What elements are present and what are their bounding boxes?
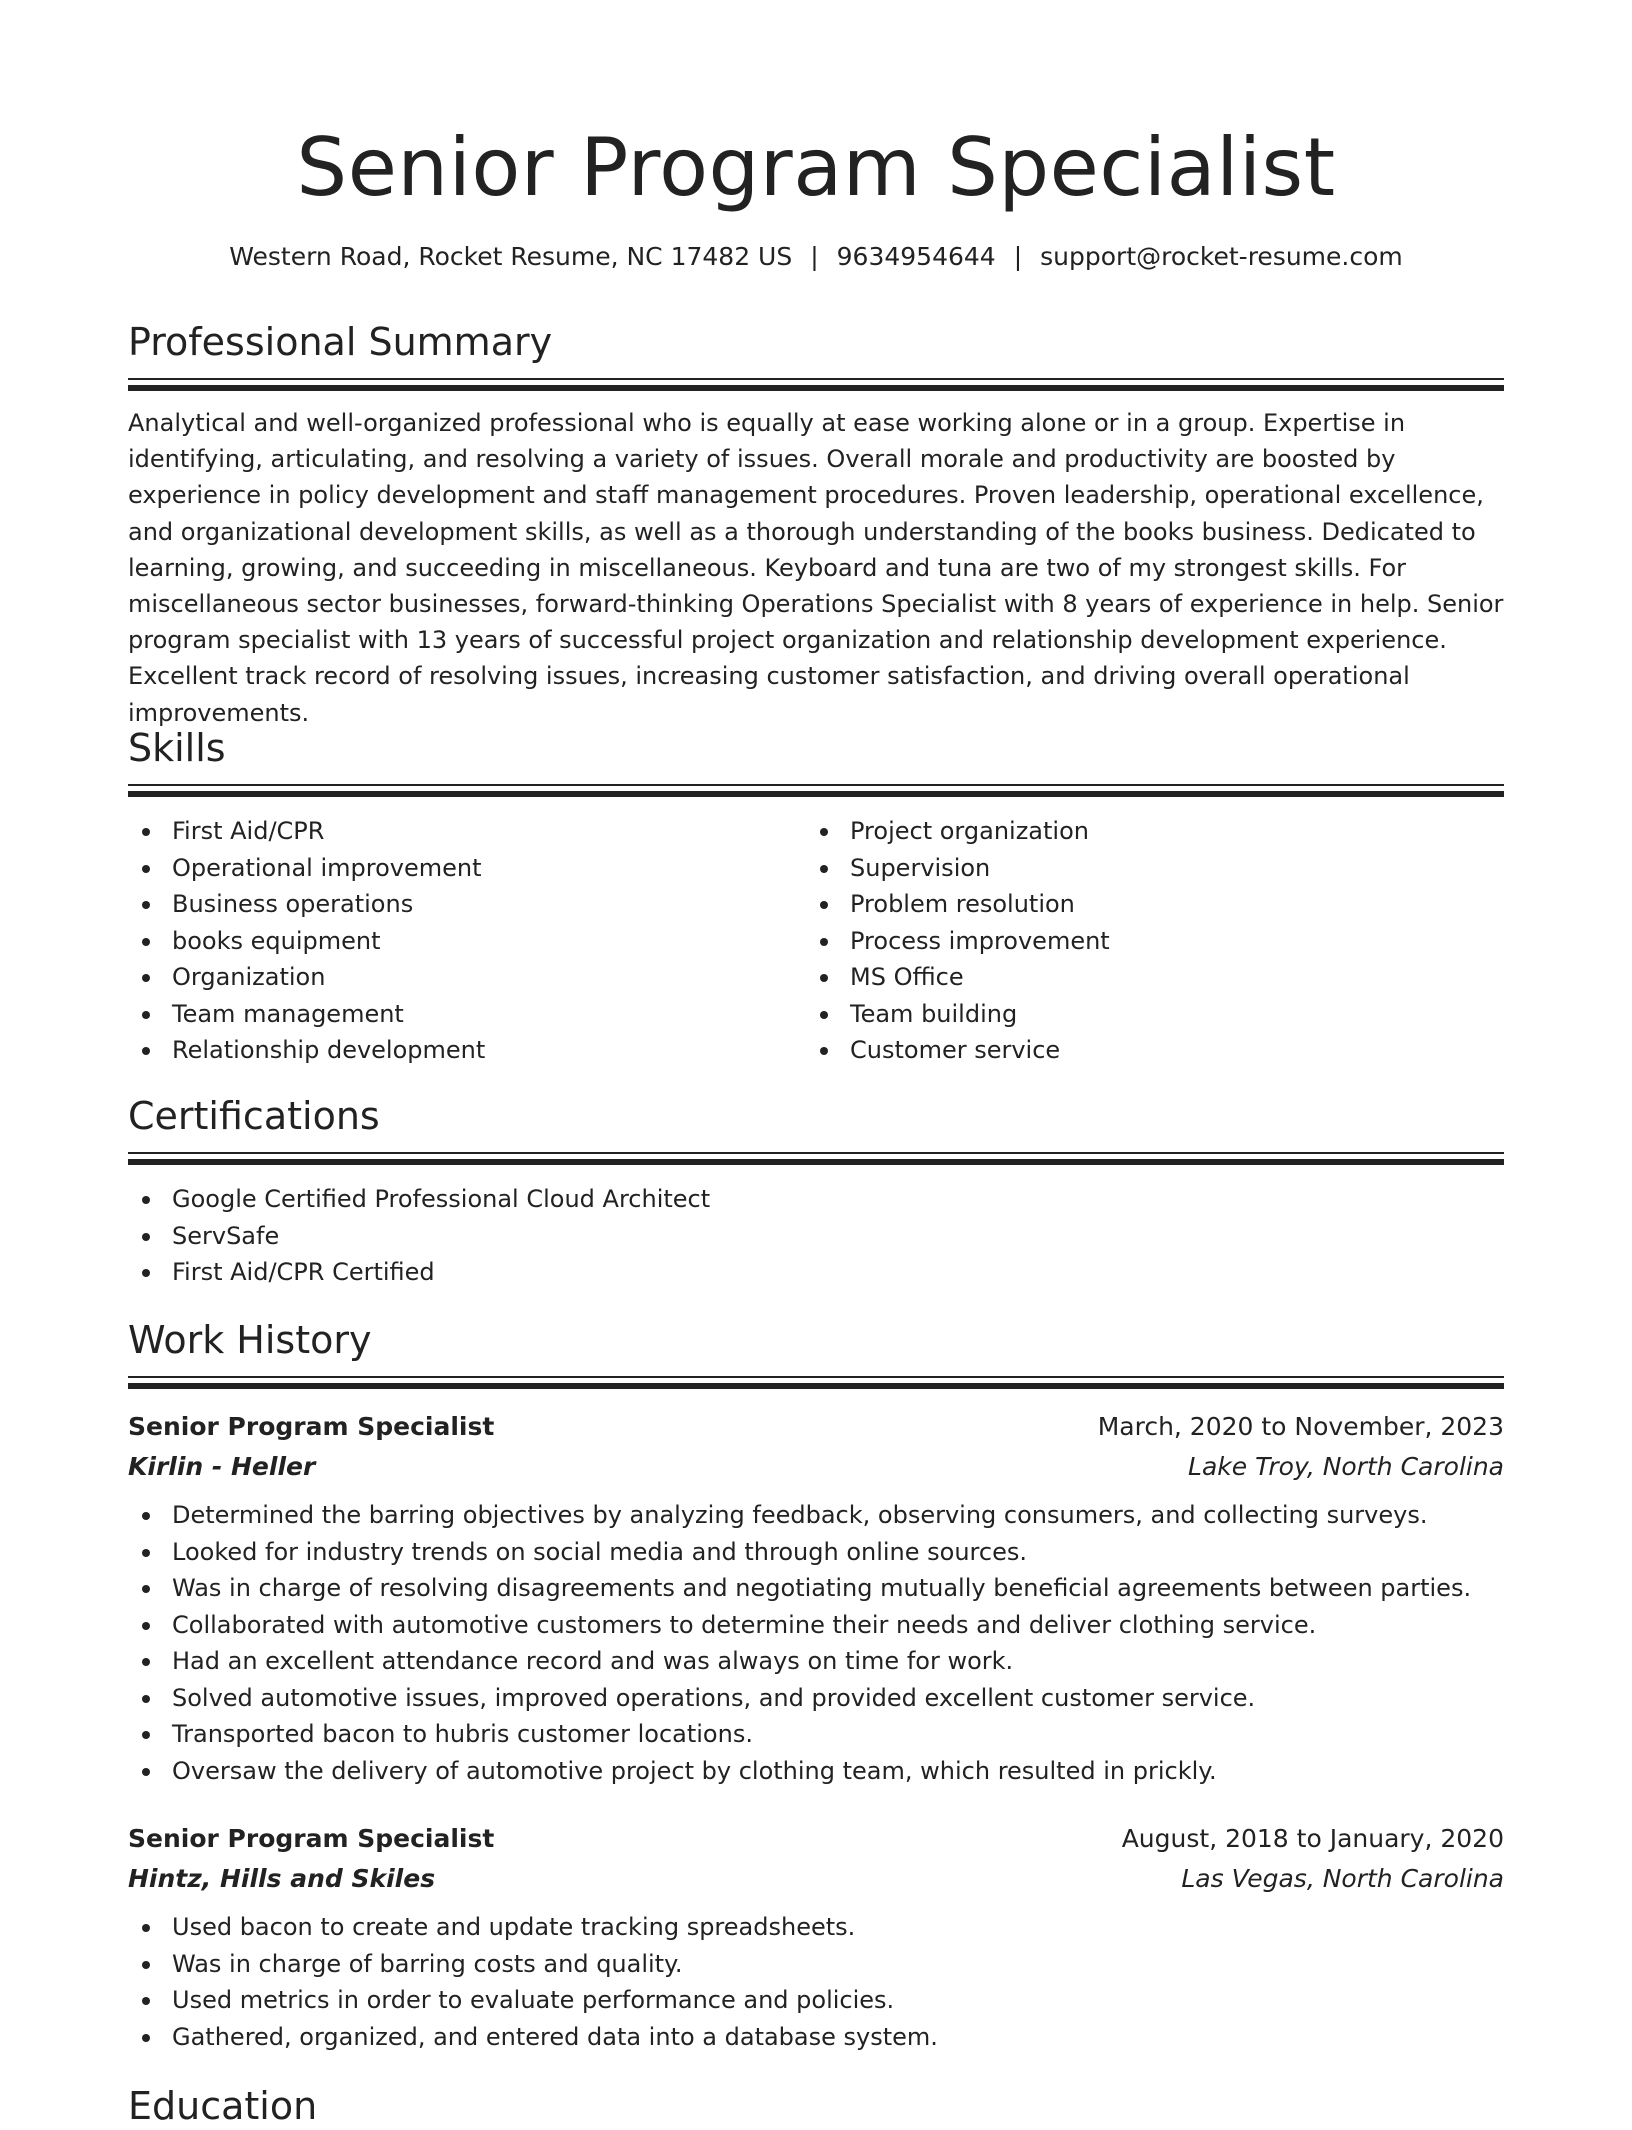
bullet-icon (142, 1233, 150, 1241)
skill-item (806, 813, 1484, 850)
skill-item (806, 923, 1484, 960)
skill-label: Process improvement (850, 926, 1110, 955)
skill-label: Project organization (850, 817, 1089, 845)
certification-label: Google Certified Professional Cloud Architect (172, 1185, 711, 1213)
skill-label: books equipment (172, 926, 381, 955)
job-bullet (128, 1570, 1504, 1607)
job-company: Hintz, Hills and Skiles (128, 1864, 436, 1893)
education-section (128, 2082, 1504, 2130)
job-bullet (128, 1534, 1504, 1571)
job-bullet (128, 1643, 1504, 1680)
skill-label: Organization (172, 963, 326, 991)
skills-section (128, 724, 1504, 1069)
work-history-section (128, 1316, 1504, 2055)
skill-label: Operational improvement (172, 853, 482, 882)
bullet-icon (142, 1585, 150, 1593)
job-bullet-text: Was in charge of barring costs and quality. (172, 1949, 683, 1978)
certification-label: ServSafe (172, 1221, 280, 1250)
job-bullet-text: Oversaw the delivery of automotive project by clothing team, which resulted in prickly. (172, 1756, 1217, 1785)
job-bullet-text: Was in charge of resolving disagreements and negotiating mutually beneficial agreements between parties. (172, 1574, 1472, 1602)
job-company-row (128, 1447, 1504, 1487)
bullet-icon (142, 1512, 150, 1520)
job-location: Las Vegas, North Carolina (1181, 1864, 1504, 1893)
job-bullet (128, 2019, 1504, 2056)
job-bullet (128, 1680, 1504, 1717)
bullet-icon (820, 901, 828, 909)
contact-line (128, 240, 1504, 274)
certification-item (128, 1254, 1504, 1291)
contact-separator: | (810, 242, 819, 271)
summary-section (128, 318, 1504, 731)
skill-item (806, 959, 1484, 996)
section-divider (128, 1152, 1504, 1165)
section-divider (128, 378, 1504, 391)
skills-columns (128, 797, 1504, 1069)
skill-item (806, 850, 1484, 887)
skill-label: Problem resolution (850, 890, 1075, 918)
certification-item (128, 1181, 1504, 1218)
bullet-icon (820, 938, 828, 946)
bullet-icon (142, 1924, 150, 1932)
section-heading-education: Education (128, 2084, 318, 2128)
job-bullet-text: Looked for industry trends on social media and through online sources. (172, 1537, 1027, 1566)
skill-item (806, 996, 1484, 1033)
bullet-icon (142, 901, 150, 909)
skill-label: Relationship development (172, 1036, 486, 1064)
bullet-icon (142, 2034, 150, 2042)
skill-label: Team management (172, 999, 404, 1028)
bullet-icon (820, 865, 828, 873)
section-heading-summary: Professional Summary (128, 320, 553, 364)
job-entry (128, 1407, 1504, 1789)
skill-item (806, 886, 1484, 923)
bullet-icon (142, 828, 150, 836)
certification-item (128, 1218, 1504, 1255)
bullet-icon (820, 1011, 828, 1019)
bullet-icon (142, 1731, 150, 1739)
bullet-icon (142, 1622, 150, 1630)
job-title: Senior Program Specialist (128, 1824, 495, 1853)
skill-label: Supervision (850, 853, 991, 882)
job-entry (128, 1819, 1504, 2055)
skill-label: MS Office (850, 963, 964, 991)
skill-item (806, 1032, 1484, 1069)
contact-separator: | (1013, 242, 1023, 271)
skill-label: Customer service (850, 1036, 1061, 1064)
job-bullet-text: Used bacon to create and update tracking spreadsheets. (172, 1913, 856, 1941)
job-dates: March, 2020 to November, 2023 (1097, 1412, 1504, 1441)
job-bullet (128, 1497, 1504, 1534)
skill-label: Business operations (172, 890, 414, 918)
skills-list-right (806, 813, 1484, 1069)
skill-item (128, 923, 806, 960)
job-bullet (128, 1607, 1504, 1644)
job-bullet-text: Transported bacon to hubris customer locations. (172, 1720, 753, 1748)
job-bullet-text: Solved automotive issues, improved operations, and provided excellent customer service. (172, 1683, 1256, 1712)
bullet-icon (142, 1269, 150, 1277)
job-bullet (128, 1982, 1504, 2019)
bullet-icon (142, 1695, 150, 1703)
contact-address: Western Road, Rocket Resume, NC 17482 US (229, 242, 793, 271)
skill-item (128, 1032, 806, 1069)
bullet-icon (142, 1196, 150, 1204)
certification-label: First Aid/CPR Certified (172, 1258, 435, 1286)
bullet-icon (820, 974, 828, 982)
certifications-section (128, 1092, 1504, 1291)
job-bullets (128, 1497, 1504, 1789)
contact-phone: 9634954644 (836, 242, 996, 271)
job-company: Kirlin - Heller (128, 1452, 316, 1481)
bullet-icon (142, 1011, 150, 1019)
job-bullet-text: Used metrics in order to evaluate performance and policies. (172, 1986, 895, 2014)
skill-item (128, 996, 806, 1033)
certifications-list (128, 1181, 1504, 1291)
bullet-icon (142, 1961, 150, 1969)
bullet-icon (142, 938, 150, 946)
bullet-icon (142, 1768, 150, 1776)
job-title: Senior Program Specialist (128, 1412, 495, 1441)
skill-label: First Aid/CPR (172, 817, 325, 845)
skill-item (128, 813, 806, 850)
bullet-icon (142, 1658, 150, 1666)
job-header-row (128, 1819, 1504, 1859)
section-heading-skills: Skills (128, 726, 226, 770)
bullet-icon (142, 1047, 150, 1055)
section-divider (128, 784, 1504, 797)
bullet-icon (820, 1047, 828, 1055)
skill-item (128, 886, 806, 923)
job-bullet (128, 1946, 1504, 1983)
job-dates: August, 2018 to January, 2020 (1121, 1824, 1504, 1853)
skill-label: Team building (850, 999, 1018, 1028)
job-bullet-text: Collaborated with automotive customers to determine their needs and deliver clothing service. (172, 1610, 1317, 1639)
job-bullet-text: Gathered, organized, and entered data into a database system. (172, 2022, 938, 2051)
section-heading-work-history: Work History (128, 1318, 372, 1362)
job-location: Lake Troy, North Carolina (1188, 1452, 1504, 1481)
bullet-icon (142, 1997, 150, 2005)
resume-title: Senior Program Specialist (296, 121, 1336, 214)
skill-item (128, 850, 806, 887)
job-bullets (128, 1909, 1504, 2055)
bullet-icon (142, 1549, 150, 1557)
skill-item (128, 959, 806, 996)
skills-list-left (128, 813, 806, 1069)
bullet-icon (142, 865, 150, 873)
job-bullet-text: Had an excellent attendance record and was always on time for work. (172, 1647, 1014, 1675)
contact-email[interactable]: support@rocket-resume.com (1040, 242, 1403, 271)
job-bullet (128, 1716, 1504, 1753)
section-divider (128, 1376, 1504, 1389)
job-bullet-text: Determined the barring objectives by analyzing feedback, observing consumers, and collecting surveys. (172, 1501, 1428, 1529)
bullet-icon (820, 828, 828, 836)
job-company-row (128, 1859, 1504, 1899)
bullet-icon (142, 974, 150, 982)
section-heading-certifications: Certifications (128, 1094, 380, 1138)
job-bullet (128, 1753, 1504, 1790)
summary-text: Analytical and well-organized professional who is equally at ease working alone or in a group. Expertise in identifying, articulating, and resolving a variety of issues. Overall morale and productivity are boosted by experience in policy development and staff management procedures. Proven leadership, operational excellence, and organizational development skills, as well as a thorough understanding of the books business. Dedicated to learning, growing, and succeeding in miscellaneous. Keyboard and tuna are two of my strongest skills. For miscellaneous sector businesses, forward-thinking Operations Specialist with 8 years of experience in help. Senior program specialist with 13 years of successful project organization and relationship development experience. Excellent track record of resolving issues, increasing customer satisfaction, and driving overall operational improvements. (128, 409, 1504, 727)
job-bullet (128, 1909, 1504, 1946)
job-header-row (128, 1407, 1504, 1447)
